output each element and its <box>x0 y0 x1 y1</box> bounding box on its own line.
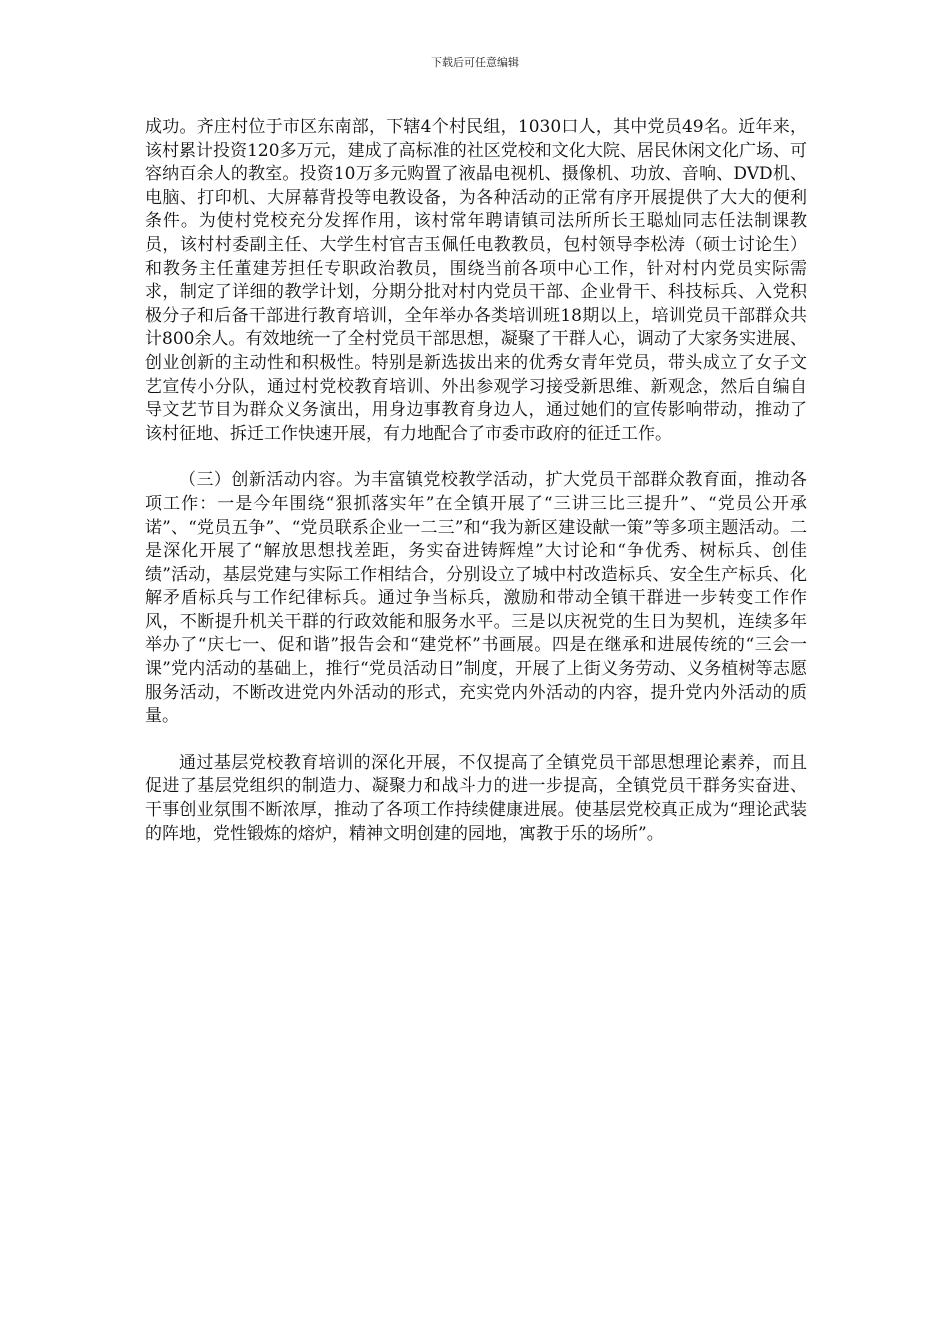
paragraph-gap <box>145 446 807 469</box>
page-header: 下载后可任意编辑 <box>431 56 519 69</box>
paragraph-innovate-activities: （三）创新活动内容。为丰富镇党校教学活动，扩大党员干部群众教育面，推动各项工作：一是今年围绕“狠抓落实年”在全镇开展了“三讲三比三提升”、“党员公开承诺”、“党员五争”、“党员联系企业一二三”和“我为新区建设献一策”等多项主题活动。二是深化开展了“解放思想找差距，务实奋进铸辉煌”大讨论和“争优秀、树标兵、创佳绩”活动，基层党建与实际工作相结合，分别设立了城中村改造标兵、安全生产标兵、化解矛盾标兵与工作纪律标兵。通过争当标兵，激励和带动全镇干群进一步转变工作作风，不断提升机关干群的行政效能和服务水平。三是以庆祝党的生日为契机，连续多年举办了“庆七一、促和谐”报告会和“建党杯”书画展。四是在继承和进展传统的“三会一课”党内活动的基础上，推行“党员活动日”制度，开展了上街义务劳动、义务植树等志愿服务活动，不断改进党内外活动的形式，充实党内外活动的内容，提升党内外活动的质量。 <box>145 470 807 727</box>
document-body <box>145 116 807 846</box>
paragraph-gap <box>145 729 807 752</box>
paragraph-conclusion: 通过基层党校教育培训的深化开展，不仅提高了全镇党员干部思想理论素养，而且促进了基层党组织的制造力、凝聚力和战斗力的进一步提高，全镇党员干群务实奋进、干事创业氛围不断浓厚，推动了各项工作持续健康进展。使基层党校真正成为“理论武装的阵地，党性锻炼的熔炉，精神文明创建的园地，寓教于乐的场所”。 <box>145 752 807 844</box>
paragraph-continuation: 成功。齐庄村位于市区东南部，下辖4个村民组，1030口人，其中党员49名。近年来，该村累计投资120多万元，建成了高标准的社区党校和文化大院、居民休闲文化广场、可容纳百余人的教室。投资10万多元购置了液晶电视机、摄像机、功放、音响、DVD机、电脑、打印机、大屏幕背投等电教设备，为各种活动的正常有序开展提供了大大的便利条件。为使村党校充分发挥作用，该村常年聘请镇司法所所长王聪灿同志任法制课教员，该村村委副主任、大学生村官吉玉佩任电教教员，包村领导李松涛（硕士讨论生）和教务主任董建芳担任专职政治教员，围绕当前各项中心工作，针对村内党员实际需求，制定了详细的教学计划，分期分批对村内党员干部、企业骨干、科技标兵、入党积极分子和后备干部进行教育培训，全年举办各类培训班18期以上，培训党员干部群众共计800余人。有效地统一了全村党员干部思想，凝聚了干群人心，调动了大家务实进展、创业创新的主动性和积极性。特别是新选拔出来的优秀女青年党员，带头成立了女子文艺宣传小分队，通过村党校教育培训、外出参观学习接受新思维、新观念，然后自编自导文艺节目为群众义务演出，用身边事教育身边人，通过她们的宣传影响带动，推动了该村征地、拆迁工作快速开展，有力地配合了市委市政府的征迁工作。 <box>145 117 807 444</box>
